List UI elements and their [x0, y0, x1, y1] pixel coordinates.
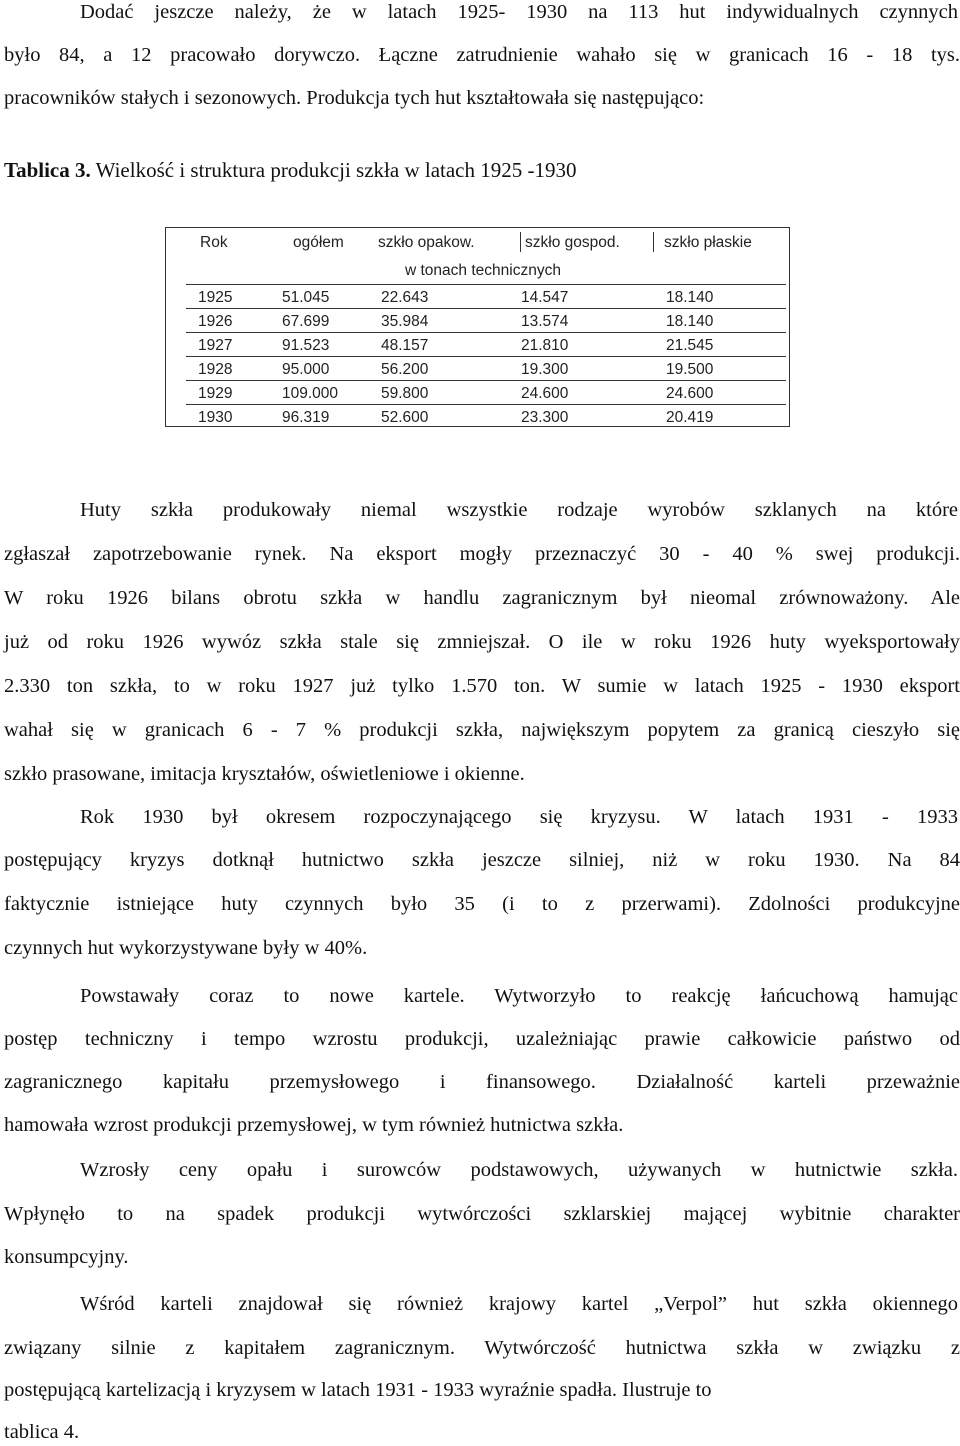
row-rule: [186, 380, 786, 381]
table-cell: 1930: [198, 409, 233, 426]
table-cell: 23.300: [521, 409, 569, 426]
table-cell: 52.600: [381, 409, 429, 426]
table-cell: 96.319: [282, 409, 330, 426]
table-cell: 24.600: [666, 385, 714, 402]
table-cell: 21.545: [666, 337, 714, 354]
p2-line-2: postępujący kryzys dotknął hutnictwo szkła jeszcze silniej, niż w roku 1930. Na 84: [4, 849, 960, 871]
table-cell: 109.000: [282, 385, 339, 402]
table-cell: 24.600: [521, 385, 569, 402]
p1-line-6: wahał się w granicach 6 - 7 % produkcji szkła, największym popytem za granicą cieszyło się: [4, 719, 960, 741]
table-caption: [4, 155, 577, 185]
table-row: [166, 408, 789, 432]
table-cell: 56.200: [381, 361, 429, 378]
p2-line-3: faktycznie istniejące huty czynnych było 35 (i to z przerwami). Zdolności produkcyjne: [4, 893, 960, 915]
table-cell: 14.547: [521, 289, 569, 306]
table-cell: 95.000: [282, 361, 330, 378]
table-cell: 13.574: [521, 313, 569, 330]
p2-line-1: Rok 1930 był okresem rozpoczynającego się kryzysu. W latach 1931 - 1933: [80, 806, 958, 828]
table-cell: 19.500: [666, 361, 714, 378]
row-rule: [186, 332, 786, 333]
p3-line-1: Powstawały coraz to nowe kartele. Wytworzyło to reakcję łańcuchową hamując: [80, 985, 958, 1007]
p4-line-2: Wpłynęło to na spadek produkcji wytwórczości szklarskiej mającej wybitnie charakter: [4, 1203, 960, 1225]
unit-note: w tonach technicznych: [405, 262, 561, 279]
header-separator: [653, 232, 654, 252]
p1-line-2: zgłaszał zapotrzebowanie rynek. Na eksport mogły przeznaczyć 30 - 40 % swej produkcji.: [4, 543, 960, 565]
table-cell: 1926: [198, 313, 233, 330]
header-ogolem: ogółem: [293, 234, 344, 251]
table-cell: 1929: [198, 385, 233, 402]
p5-line-2: związany silnie z kapitałem zagranicznym. Wytwórczość hutnictwa szkła w związku z: [4, 1337, 960, 1359]
table-cell: 22.643: [381, 289, 429, 306]
p5-line-4: tablica 4.: [4, 1421, 80, 1443]
table-cell: 67.699: [282, 313, 330, 330]
p2-line-4: czynnych hut wykorzystywane były w 40%.: [4, 937, 368, 959]
p3-line-2: postęp techniczny i tempo wzrostu produkcji, uzależniając prawie całkowicie państwo od: [4, 1028, 960, 1050]
intro-line-2: było 84, a 12 pracowało dorywczo. Łączne zatrudnienie wahało się w granicach 16 - 18 tys.: [4, 44, 960, 66]
table-cell: 18.140: [666, 313, 714, 330]
p5-line-3: postępującą kartelizacją i kryzysem w latach 1931 - 1933 wyraźnie spadła. Ilustruje to: [4, 1379, 712, 1401]
table-cell: 1927: [198, 337, 233, 354]
table-cell: 18.140: [666, 289, 714, 306]
header-szklo-plaskie: szkło płaskie: [664, 234, 752, 251]
table-cell: 59.800: [381, 385, 429, 402]
p1-line-1: Huty szkła produkowały niemal wszystkie rodzaje wyrobów szklanych na które: [80, 499, 958, 521]
p4-line-1: Wzrosły ceny opału i surowców podstawowych, używanych w hutnictwie szkła.: [80, 1159, 958, 1181]
header-szklo-gospod: szkło gospod.: [525, 234, 620, 251]
header-separator: [520, 232, 521, 252]
table-cell: 1925: [198, 289, 233, 306]
header-rok: Rok: [200, 234, 228, 251]
p3-line-3: zagranicznego kapitału przemysłowego i finansowego. Działalność karteli przeważnie: [4, 1071, 960, 1093]
p5-line-1: Wśród karteli znajdował się również krajowy kartel „Verpol” hut szkła okiennego: [80, 1293, 958, 1315]
table-cell: 48.157: [381, 337, 429, 354]
p4-line-3: konsumpcyjny.: [4, 1246, 129, 1268]
header-szklo-opakow: szkło opakow.: [378, 234, 475, 251]
table-caption-label: Tablica 3.: [4, 158, 91, 182]
p1-line-4: już od roku 1926 wywóz szkła stale się zmniejszał. O ile w roku 1926 huty wyeksportowały: [4, 631, 960, 653]
row-rule: [186, 404, 786, 405]
table-caption-title: Wielkość i struktura produkcji szkła w latach 1925 -1930: [90, 158, 577, 182]
intro-line-1: Dodać jeszcze należy, że w latach 1925- 1930 na 113 hut indywidualnych czynnych: [80, 1, 958, 23]
production-table: [165, 227, 790, 427]
table-cell: 21.810: [521, 337, 569, 354]
table-cell: 35.984: [381, 313, 429, 330]
table-cell: 20.419: [666, 409, 714, 426]
p1-line-7: szkło prasowane, imitacja kryształów, oświetleniowe i okienne.: [4, 763, 525, 785]
table-cell: 91.523: [282, 337, 330, 354]
intro-line-3: pracowników stałych i sezonowych. Produkcja tych hut kształtowała się następująco:: [4, 87, 705, 109]
row-rule: [186, 356, 786, 357]
p3-line-4: hamowała wzrost produkcji przemysłowej, w tym również hutnictwa szkła.: [4, 1114, 624, 1136]
row-rule: [186, 284, 786, 285]
table-cell: 1928: [198, 361, 233, 378]
p1-line-3: W roku 1926 bilans obrotu szkła w handlu zagranicznym był nieomal zrównoważony. Ale: [4, 587, 960, 609]
table-cell: 51.045: [282, 289, 330, 306]
row-rule: [186, 308, 786, 309]
table-cell: 19.300: [521, 361, 569, 378]
p1-line-5: 2.330 ton szkła, to w roku 1927 już tylko 1.570 ton. W sumie w latach 1925 - 1930 eksport: [4, 675, 960, 697]
